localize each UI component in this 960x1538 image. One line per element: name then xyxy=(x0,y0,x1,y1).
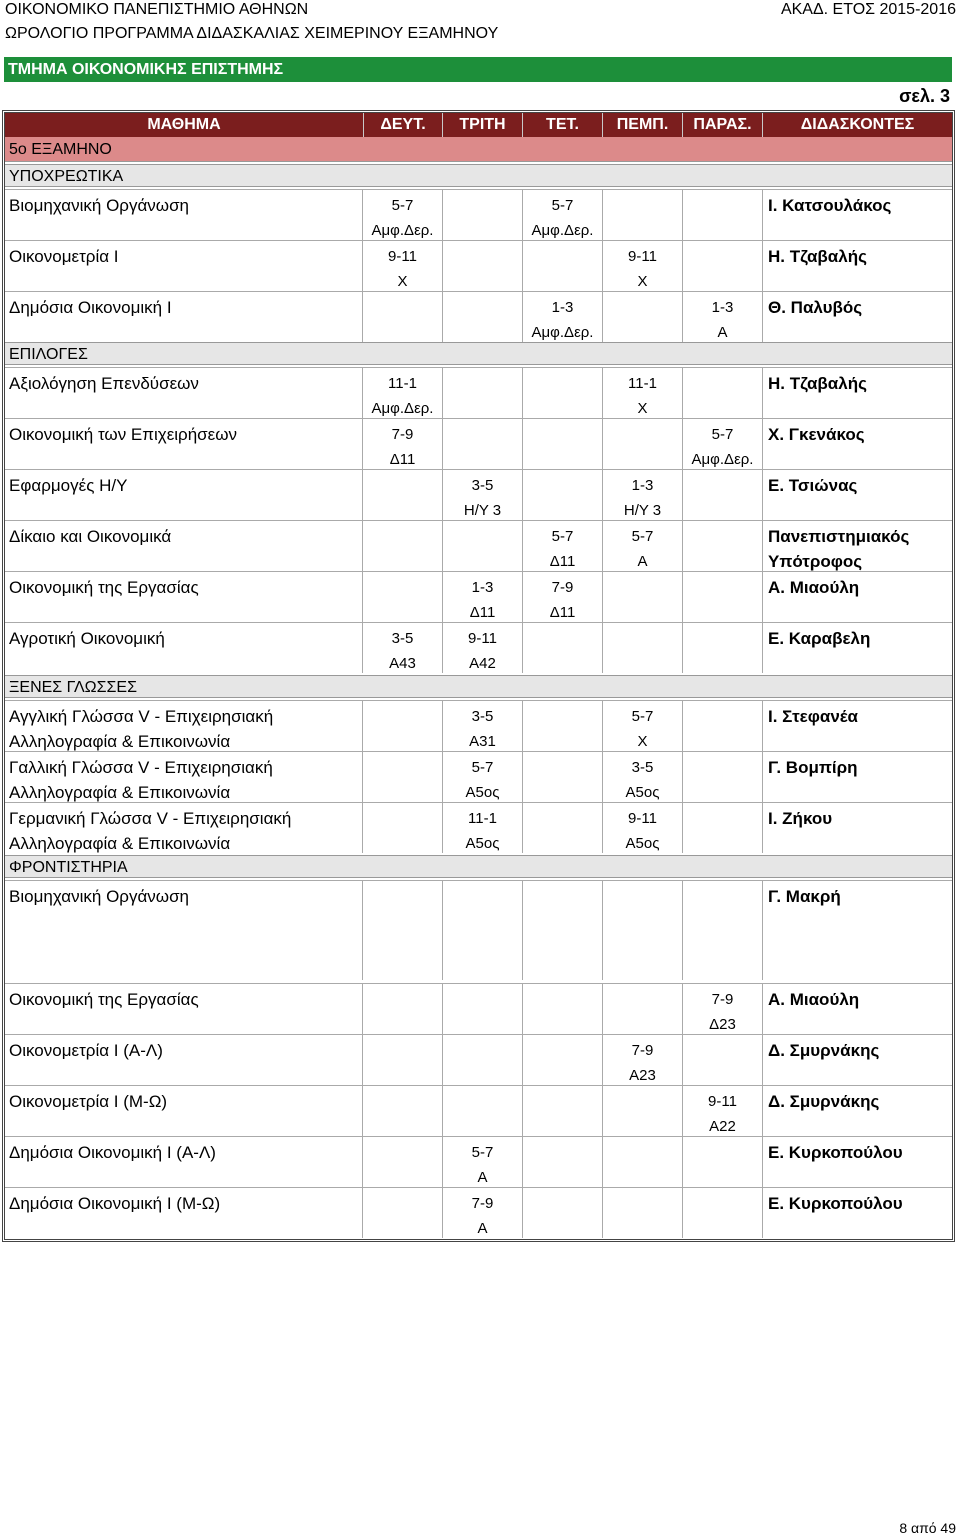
cell-fri xyxy=(683,701,763,751)
room-label: Χ xyxy=(637,400,648,417)
course-name: Αγροτική Οικονομική xyxy=(9,629,165,648)
cell-mon xyxy=(363,1035,443,1085)
table-row xyxy=(5,622,952,673)
room-label: Χ xyxy=(637,273,648,290)
cell-mon xyxy=(363,984,443,1034)
room-label: Αμφ.Δερ. xyxy=(371,400,434,417)
room-label: Χ xyxy=(397,273,408,290)
cell-inst xyxy=(763,1188,952,1238)
course-name: Οικονομική της Εργασίας xyxy=(9,990,199,1009)
cell-thu xyxy=(603,701,683,751)
table-row xyxy=(5,700,952,751)
cell-name xyxy=(5,368,363,418)
page-label: σελ. 3 xyxy=(899,86,950,106)
cell-inst xyxy=(763,1035,952,1085)
cell-tue xyxy=(443,368,523,418)
cell-name xyxy=(5,984,363,1034)
cell-name xyxy=(5,1086,363,1136)
cell-tue xyxy=(443,881,523,980)
table-row xyxy=(5,751,952,802)
cell-fri xyxy=(683,752,763,802)
time-slot: 5-7 xyxy=(631,528,654,545)
room-label: Α xyxy=(477,1220,488,1237)
semester-row: 5ο ΕΞΑΜΗΝΟ xyxy=(5,137,952,162)
room-label: Α xyxy=(717,324,728,341)
col-course: ΜΑΘΗΜΑ xyxy=(147,116,221,133)
room-label: Αμφ.Δερ. xyxy=(371,222,434,239)
section-languages: ΞΕΝΕΣ ΓΛΩΣΣΕΣ xyxy=(5,675,952,698)
cell-inst xyxy=(763,572,952,622)
cell-wed xyxy=(523,984,603,1034)
cell-tue xyxy=(443,1137,523,1187)
room-label: Α22 xyxy=(709,1118,736,1135)
course-name: Οικονομική της Εργασίας xyxy=(9,578,199,597)
cell-inst xyxy=(763,470,952,520)
cell-inst xyxy=(763,368,952,418)
cell-name xyxy=(5,803,363,853)
cell-inst xyxy=(763,292,952,342)
cell-fri xyxy=(683,1086,763,1136)
col-wed: ΤΕΤ. xyxy=(523,113,603,137)
course-name: Βιομηχανική Οργάνωση xyxy=(9,887,190,906)
cell-fri xyxy=(683,572,763,622)
instructor-name: Ε. Τσιώνας xyxy=(768,476,858,495)
cell-thu xyxy=(603,1137,683,1187)
cell-thu xyxy=(603,470,683,520)
table-row xyxy=(5,571,952,622)
cell-fri xyxy=(683,803,763,853)
room-label: Δ11 xyxy=(549,604,576,621)
program-title: ΩΡΟΛΟΓΙΟ ΠΡΟΓΡΑΜΜΑ ΔΙΔΑΣΚΑΛΙΑΣ ΧΕΙΜΕΡΙΝΟΥ ΕΞΑΜΗΝΟΥ xyxy=(5,25,499,42)
table-row xyxy=(5,880,952,980)
cell-inst xyxy=(763,521,952,571)
time-slot: 5-7 xyxy=(471,759,494,776)
course-name: Οικονομική των Επιχειρήσεων xyxy=(9,425,238,444)
time-slot: 9-11 xyxy=(628,248,657,265)
time-slot: 1-3 xyxy=(471,579,494,596)
cell-tue xyxy=(443,292,523,342)
cell-inst xyxy=(763,419,952,469)
col-tue: ΤΡΙΤΗ xyxy=(443,113,523,137)
table-row xyxy=(5,240,952,291)
cell-name xyxy=(5,1188,363,1238)
room-label: Α23 xyxy=(629,1067,656,1084)
cell-fri xyxy=(683,881,763,980)
instructor-name: Ι. Ζήκου xyxy=(768,809,833,828)
cell-thu xyxy=(603,984,683,1034)
cell-inst xyxy=(763,701,952,751)
cell-name xyxy=(5,419,363,469)
instructor-name: Θ. Παλυβός xyxy=(768,298,863,317)
cell-wed xyxy=(523,803,603,853)
course-name: Αξιολόγηση Επενδύσεων xyxy=(9,374,199,393)
cell-name xyxy=(5,701,363,751)
col-fri: ΠΑΡΑΣ. xyxy=(683,113,763,137)
time-slot: 7-9 xyxy=(631,1042,654,1059)
section-tutorials: ΦΡΟΝΤΙΣΤΗΡΙΑ xyxy=(5,855,952,878)
cell-mon xyxy=(363,190,443,240)
cell-thu xyxy=(603,190,683,240)
course-name: Οικονομετρία Ι xyxy=(9,247,119,266)
cell-wed xyxy=(523,1035,603,1085)
table-row xyxy=(5,367,952,418)
room-label: Α xyxy=(477,1169,488,1186)
section-electives: ΕΠΙΛΟΓΕΣ xyxy=(5,342,952,365)
course-name-line2: Αλληλογραφία & Επικοινωνία xyxy=(9,834,231,853)
course-name: Δίκαιο και Οικονομικά xyxy=(9,527,172,546)
course-name: Δημόσια Οικονομική Ι (Α-Λ) xyxy=(9,1143,216,1162)
cell-wed xyxy=(523,419,603,469)
instructor-name-line2: Υπότροφος xyxy=(768,552,863,571)
cell-name xyxy=(5,1035,363,1085)
cell-inst xyxy=(763,1086,952,1136)
cell-name xyxy=(5,521,363,571)
time-slot: 11-1 xyxy=(628,375,657,392)
room-label: Αμφ.Δερ. xyxy=(531,324,594,341)
instructor-name: Α. Μιαούλη xyxy=(768,578,860,597)
course-name: Οικονομετρία Ι (Μ-Ω) xyxy=(9,1092,168,1111)
table-row xyxy=(5,1136,952,1187)
cell-tue xyxy=(443,190,523,240)
time-slot: 9-11 xyxy=(628,810,657,827)
time-slot: 5-7 xyxy=(471,1144,494,1161)
room-label: Α5ος xyxy=(465,835,500,852)
cell-thu xyxy=(603,803,683,853)
cell-tue xyxy=(443,241,523,291)
cell-fri xyxy=(683,521,763,571)
cell-mon xyxy=(363,470,443,520)
time-slot: 1-3 xyxy=(711,299,734,316)
room-label: Α42 xyxy=(469,655,496,672)
cell-mon xyxy=(363,1188,443,1238)
room-label: Α5ος xyxy=(625,784,660,801)
time-slot: 5-7 xyxy=(711,426,734,443)
cell-name xyxy=(5,241,363,291)
cell-wed xyxy=(523,701,603,751)
cell-mon xyxy=(363,292,443,342)
cell-tue xyxy=(443,623,523,673)
cell-thu xyxy=(603,752,683,802)
time-slot: 11-1 xyxy=(388,375,417,392)
cell-fri xyxy=(683,470,763,520)
course-name: Γαλλική Γλώσσα V - Επιχειρησιακή xyxy=(9,758,273,777)
instructor-name: Δ. Σμυρνάκης xyxy=(768,1041,880,1060)
cell-wed xyxy=(523,1137,603,1187)
schedule-table xyxy=(2,110,955,1242)
cell-tue xyxy=(443,1188,523,1238)
instructor-name: Πανεπιστημιακός xyxy=(768,527,910,546)
time-slot: 5-7 xyxy=(631,708,654,725)
time-slot: 5-7 xyxy=(391,197,414,214)
course-name-line2: Αλληλογραφία & Επικοινωνία xyxy=(9,732,231,751)
table-row xyxy=(5,418,952,469)
cell-fri xyxy=(683,419,763,469)
room-label: Αμφ.Δερ. xyxy=(531,222,594,239)
table-row xyxy=(5,291,952,342)
time-slot: 3-5 xyxy=(471,477,494,494)
cell-wed xyxy=(523,241,603,291)
instructor-name: Η. Τζαβαλής xyxy=(768,374,867,393)
cell-thu xyxy=(603,881,683,980)
course-name: Δημόσια Οικονομική Ι (Μ-Ω) xyxy=(9,1194,221,1213)
time-slot: 7-9 xyxy=(711,991,734,1008)
instructor-name: Α. Μιαούλη xyxy=(768,990,860,1009)
cell-wed xyxy=(523,1086,603,1136)
cell-thu xyxy=(603,623,683,673)
col-mon: ΔΕΥΤ. xyxy=(363,113,443,137)
cell-wed xyxy=(523,752,603,802)
cell-fri xyxy=(683,241,763,291)
room-label: Α5ος xyxy=(465,784,500,801)
cell-fri xyxy=(683,984,763,1034)
cell-name xyxy=(5,881,363,980)
instructor-name: Ι. Στεφανέα xyxy=(768,707,858,726)
instructor-name: Ε. Καραβελη xyxy=(768,629,871,648)
room-label: Χ xyxy=(637,733,648,750)
cell-mon xyxy=(363,701,443,751)
room-label: Αμφ.Δερ. xyxy=(691,451,754,468)
cell-name xyxy=(5,752,363,802)
room-label: Α xyxy=(637,553,648,570)
cell-inst xyxy=(763,241,952,291)
time-slot: 5-7 xyxy=(551,197,574,214)
cell-wed xyxy=(523,292,603,342)
cell-thu xyxy=(603,419,683,469)
table-row xyxy=(5,983,952,1034)
column-header-row xyxy=(5,113,952,137)
cell-wed xyxy=(523,368,603,418)
cell-inst xyxy=(763,803,952,853)
cell-mon xyxy=(363,752,443,802)
cell-name xyxy=(5,623,363,673)
time-slot: 9-11 xyxy=(708,1093,737,1110)
cell-tue xyxy=(443,701,523,751)
cell-tue xyxy=(443,1035,523,1085)
cell-thu xyxy=(603,1188,683,1238)
time-slot: 3-5 xyxy=(471,708,494,725)
cell-tue xyxy=(443,521,523,571)
time-slot: 7-9 xyxy=(471,1195,494,1212)
col-thu: ΠΕΜΠ. xyxy=(603,113,683,137)
cell-tue xyxy=(443,572,523,622)
cell-mon xyxy=(363,623,443,673)
cell-name xyxy=(5,470,363,520)
room-label: Α43 xyxy=(389,655,416,672)
time-slot: 1-3 xyxy=(551,299,574,316)
cell-thu xyxy=(603,368,683,418)
time-slot: 3-5 xyxy=(391,630,414,647)
cell-tue xyxy=(443,419,523,469)
cell-wed xyxy=(523,470,603,520)
room-label: Δ11 xyxy=(469,604,496,621)
room-label: Α31 xyxy=(469,733,496,750)
instructor-name: Ε. Κυρκοπούλου xyxy=(768,1194,903,1213)
cell-mon xyxy=(363,1137,443,1187)
cell-wed xyxy=(523,881,603,980)
cell-mon xyxy=(363,1086,443,1136)
time-slot: 1-3 xyxy=(631,477,654,494)
instructor-name: Γ. Βομπίρη xyxy=(768,758,858,777)
time-slot: 7-9 xyxy=(551,579,574,596)
cell-mon xyxy=(363,241,443,291)
instructor-name: Γ. Μακρή xyxy=(768,887,841,906)
cell-mon xyxy=(363,419,443,469)
university-title: ΟΙΚΟΝΟΜΙΚΟ ΠΑΝΕΠΙΣΤΗΜΙΟ ΑΘΗΝΩΝ xyxy=(5,1,309,18)
table-row xyxy=(5,189,952,240)
cell-name xyxy=(5,572,363,622)
cell-mon xyxy=(363,803,443,853)
cell-thu xyxy=(603,241,683,291)
cell-fri xyxy=(683,623,763,673)
cell-tue xyxy=(443,984,523,1034)
table-row xyxy=(5,1187,952,1238)
cell-wed xyxy=(523,572,603,622)
department-banner: ΤΜΗΜΑ ΟΙΚΟΝΟΜΙΚΗΣ ΕΠΙΣΤΗΜΗΣ xyxy=(4,57,952,82)
cell-name xyxy=(5,190,363,240)
room-label: Δ11 xyxy=(549,553,576,570)
cell-thu xyxy=(603,1035,683,1085)
cell-tue xyxy=(443,752,523,802)
cell-fri xyxy=(683,1035,763,1085)
cell-thu xyxy=(603,1086,683,1136)
instructor-name: Ι. Κατσουλάκος xyxy=(768,196,892,215)
room-label: Δ23 xyxy=(709,1016,736,1033)
cell-fri xyxy=(683,190,763,240)
course-name: Γερμανική Γλώσσα V - Επιχειρησιακή xyxy=(9,809,292,828)
cell-wed xyxy=(523,521,603,571)
time-slot: 9-11 xyxy=(388,248,417,265)
table-row xyxy=(5,520,952,571)
cell-inst xyxy=(763,623,952,673)
page-footer: 8 από 49 xyxy=(899,1520,956,1536)
cell-fri xyxy=(683,1137,763,1187)
cell-tue xyxy=(443,1086,523,1136)
course-name: Βιομηχανική Οργάνωση xyxy=(9,196,190,215)
cell-mon xyxy=(363,521,443,571)
table-row xyxy=(5,469,952,520)
time-slot: 7-9 xyxy=(391,426,414,443)
cell-thu xyxy=(603,521,683,571)
table-row xyxy=(5,1034,952,1085)
cell-name xyxy=(5,292,363,342)
cell-fri xyxy=(683,1188,763,1238)
section-required: ΥΠΟΧΡΕΩΤΙΚΑ xyxy=(5,164,952,187)
cell-inst xyxy=(763,984,952,1034)
cell-inst xyxy=(763,1137,952,1187)
cell-name xyxy=(5,1137,363,1187)
time-slot: 9-11 xyxy=(468,630,497,647)
time-slot: 5-7 xyxy=(551,528,574,545)
cell-tue xyxy=(443,803,523,853)
instructor-name: Χ. Γκενάκος xyxy=(768,425,865,444)
cell-tue xyxy=(443,470,523,520)
cell-inst xyxy=(763,881,952,980)
academic-year: ΑΚΑΔ. ΕΤΟΣ 2015-2016 xyxy=(780,1,956,18)
col-instructors: ΔΙΔΑΣΚΟΝΤΕΣ xyxy=(800,116,915,133)
cell-mon xyxy=(363,368,443,418)
table-row xyxy=(5,802,952,853)
instructor-name: Ε. Κυρκοπούλου xyxy=(768,1143,903,1162)
room-label: Δ11 xyxy=(389,451,416,468)
cell-wed xyxy=(523,623,603,673)
course-name: Οικονομετρία Ι (Α-Λ) xyxy=(9,1041,163,1060)
course-name: Δημόσια Οικονομική Ι xyxy=(9,298,172,317)
cell-fri xyxy=(683,292,763,342)
cell-fri xyxy=(683,368,763,418)
room-label: Η/Υ 3 xyxy=(463,502,502,519)
course-name: Εφαρμογές Η/Υ xyxy=(9,476,128,495)
cell-inst xyxy=(763,752,952,802)
time-slot: 3-5 xyxy=(631,759,654,776)
cell-mon xyxy=(363,572,443,622)
table-row xyxy=(5,1085,952,1136)
instructor-name: Δ. Σμυρνάκης xyxy=(768,1092,880,1111)
room-label: Η/Υ 3 xyxy=(623,502,662,519)
course-name-line2: Αλληλογραφία & Επικοινωνία xyxy=(9,783,231,802)
cell-wed xyxy=(523,1188,603,1238)
cell-inst xyxy=(763,190,952,240)
cell-wed xyxy=(523,190,603,240)
cell-mon xyxy=(363,881,443,980)
time-slot: 11-1 xyxy=(468,810,497,827)
cell-thu xyxy=(603,292,683,342)
course-name: Αγγλική Γλώσσα V - Επιχειρησιακή xyxy=(9,707,274,726)
instructor-name: Η. Τζαβαλής xyxy=(768,247,867,266)
cell-thu xyxy=(603,572,683,622)
room-label: Α5ος xyxy=(625,835,660,852)
